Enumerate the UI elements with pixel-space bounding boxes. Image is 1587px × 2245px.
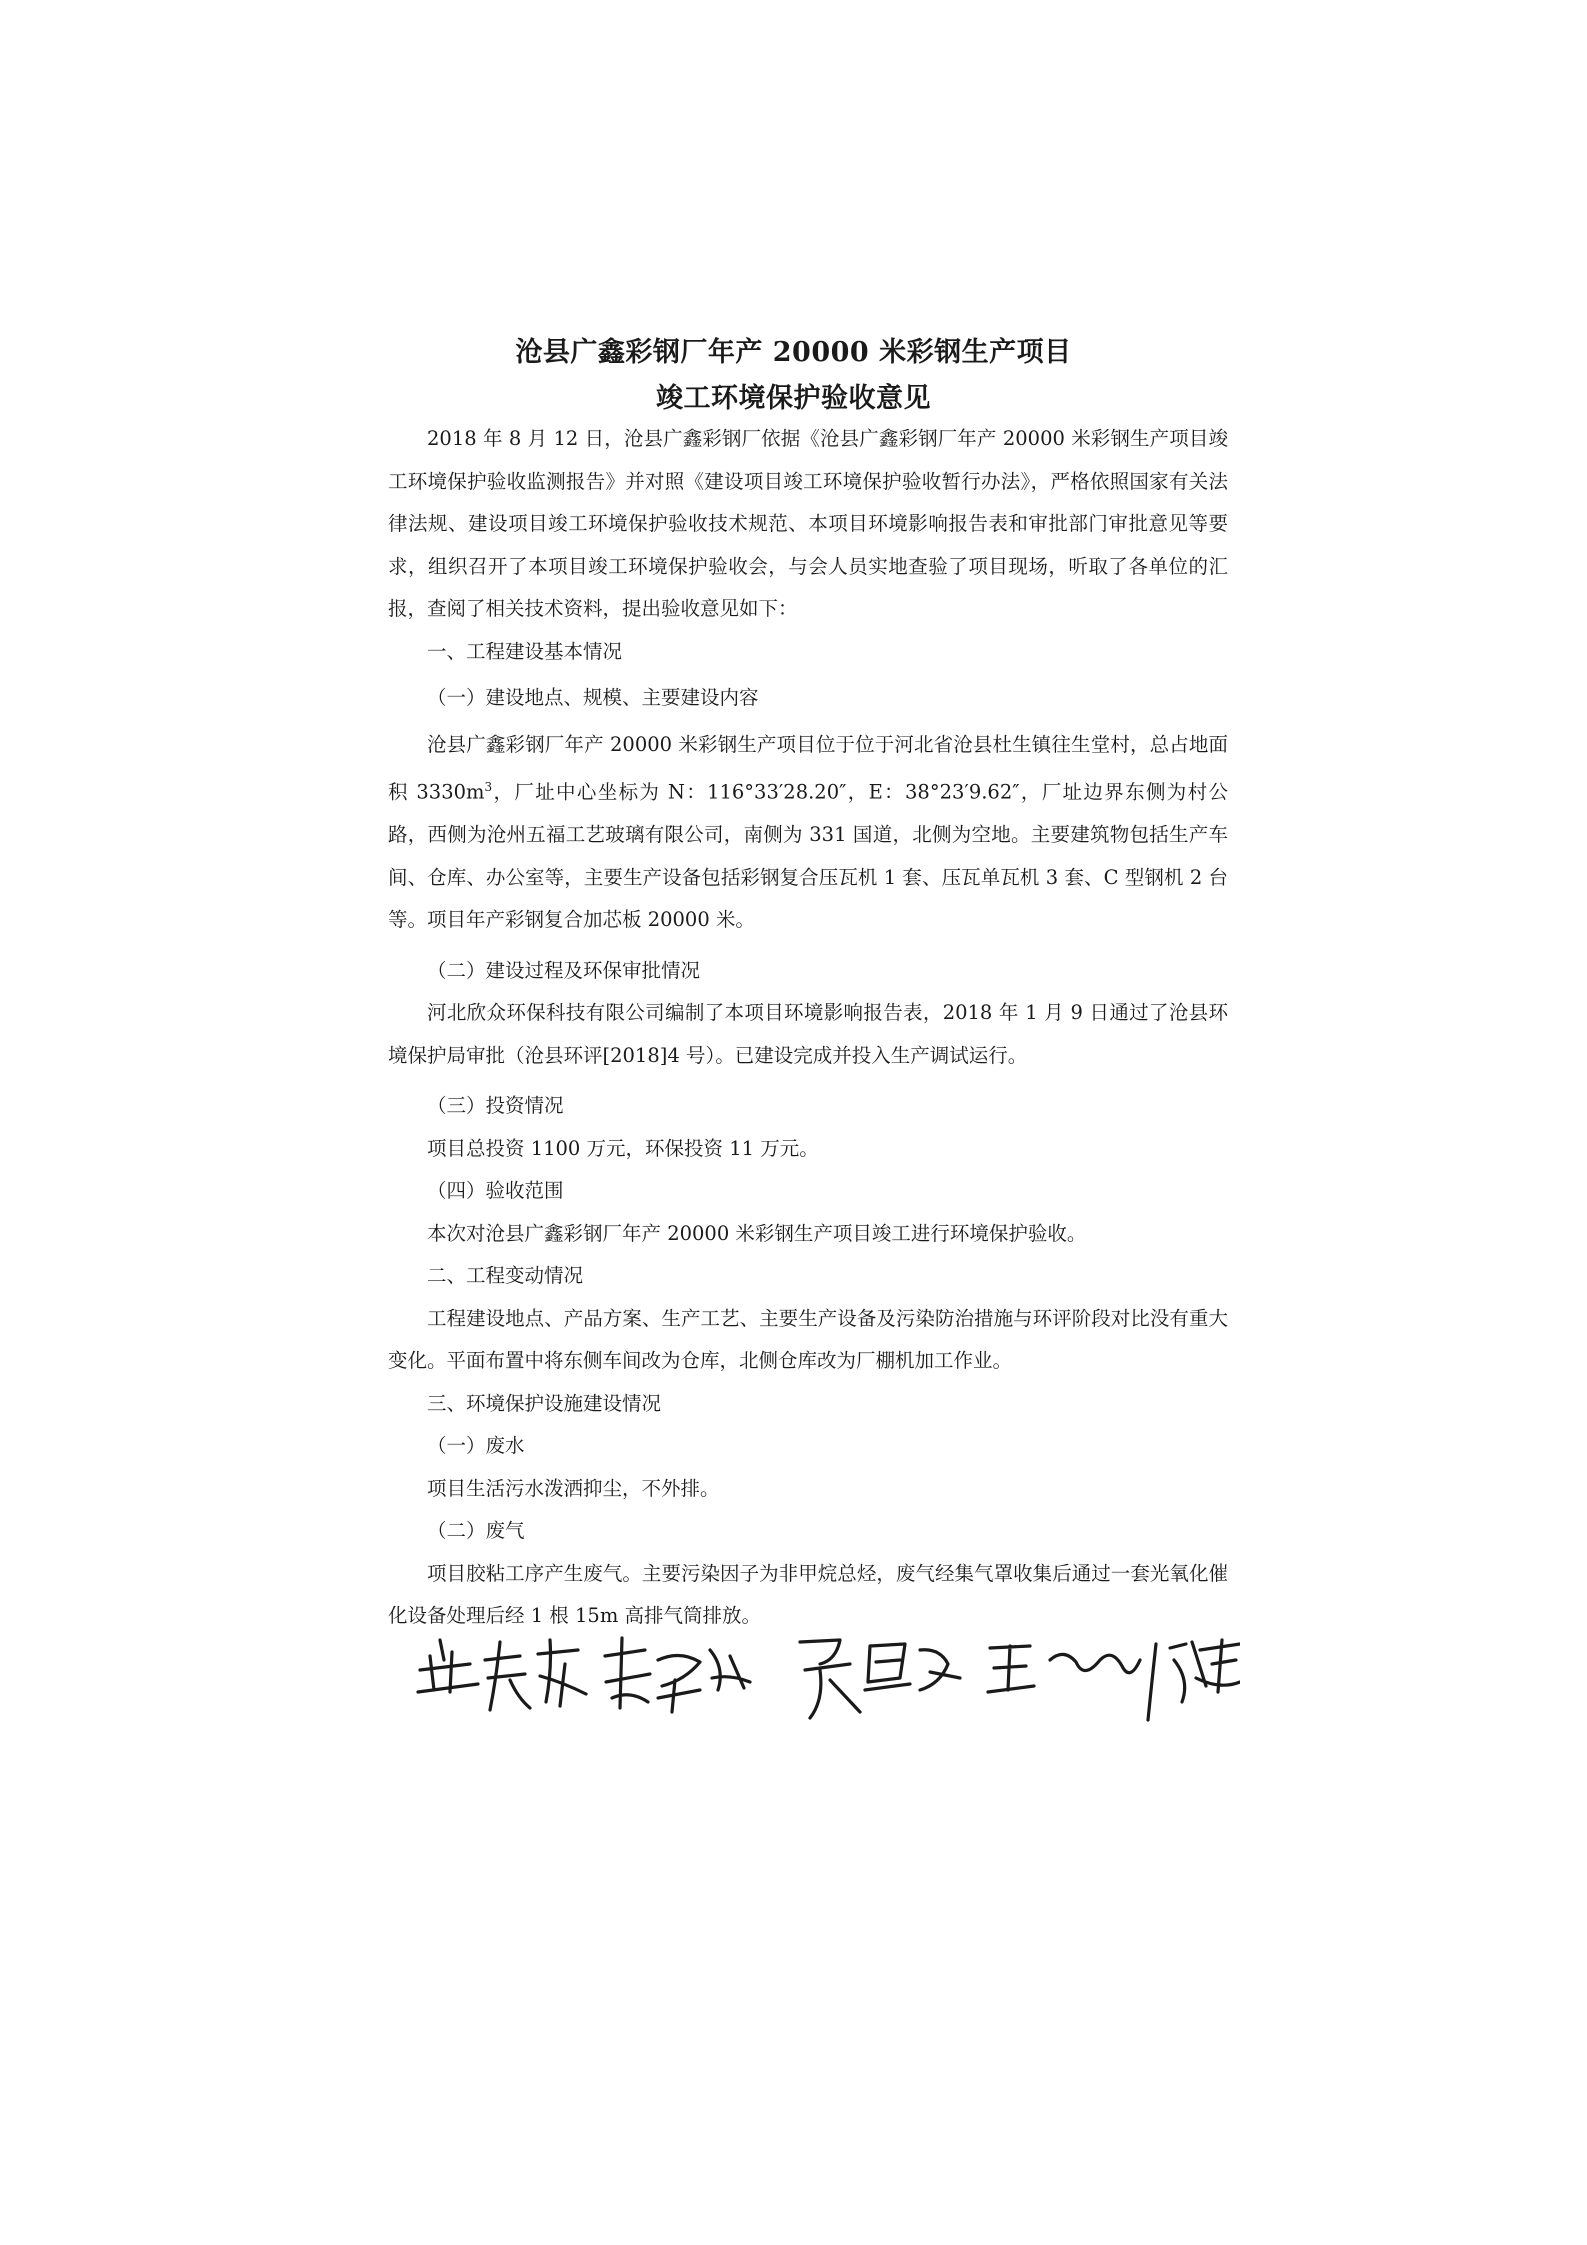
section-1-sub-3-text: 项目总投资 1100 万元，环保投资 11 万元。 xyxy=(427,1136,819,1160)
title-line-1: 沧县广鑫彩钢厂年产 20000 米彩钢生产项目 xyxy=(515,337,1072,368)
section-1-sub-4-text: 本次对沧县广鑫彩钢厂年产 20000 米彩钢生产项目竣工进行环境保护验收。 xyxy=(427,1221,1087,1245)
section-3-sub-2-text: 项目胶粘工序产生废气。主要污染因子为非甲烷总烃，废气经集气罩收集后通过一套光氧化催化设备处理后经 1 根 15m 高排气筒排放。 xyxy=(388,1561,1228,1627)
section-1-heading: 一、工程建设基本情况 xyxy=(427,639,623,663)
section-3-heading: 三、环境保护设施建设情况 xyxy=(427,1391,662,1415)
section-2-text: 工程建设地点、产品方案、生产工艺、主要生产设备及污染防治措施与环评阶段对比没有重大变化。平面布置中将东侧车间改为仓库，北侧仓库改为厂棚机加工作业。 xyxy=(388,1306,1228,1372)
section-3-sub-2-heading: （二）废气 xyxy=(427,1519,525,1542)
document-title xyxy=(0,330,1587,422)
title-line-2: 竣工环境保护验收意见 xyxy=(656,383,931,414)
section-3-sub-1-text: 项目生活污水泼洒抑尘，不外排。 xyxy=(427,1476,720,1500)
signature-2 xyxy=(605,1638,750,1712)
section-1-sub-1-text xyxy=(388,724,1228,942)
signature-1 xyxy=(418,1640,586,1710)
section-1-sub-2-text: 河北欣众环保科技有限公司编制了本项目环境影响报告表，2018 年 1 月 9 日通过了沧县环境保护局审批（沧县环评[2018]4 号）。已建设完成并投入生产调试运行。 xyxy=(388,1001,1228,1067)
superscript-3: 3 xyxy=(484,780,493,794)
s1-text-part-b: ，厂址中心坐标为 N：116°33′28.20″，E：38°23′9.62″，厂址边界东侧为村公路，西侧为沧州五福工艺玻璃有限公司，南侧为 331 国道，北侧为空地。主要建筑物包括生产车间、仓库、办公室等，主要生产设备包括彩钢复合压瓦机 1 套、压瓦单瓦机 3 套、C 型钢机 2 台等。项目年产彩钢复合加芯板 20000 米。 xyxy=(388,780,1228,931)
intro-paragraph: 2018 年 8 月 12 日，沧县广鑫彩钢厂依据《沧县广鑫彩钢厂年产 20000 米彩钢生产项目竣工环境保护验收监测报告》并对照《建设项目竣工环境保护验收暂行办法》，严格依照国家有关法律法规、建设项目竣工环境保护验收技术规范、本项目环境影响报告表和审批部门审批意见等要求，组织召开了本项目竣工环境保护验收会，与会人员实地查验了项目现场，听取了各单位的汇报，查阅了相关技术资料，提出验收意见如下： xyxy=(388,427,1228,620)
section-1-sub-2-heading: （二）建设过程及环保审批情况 xyxy=(427,958,701,982)
signature-5 xyxy=(1170,1640,1240,1702)
s1-text-part-a: 沧县广鑫彩钢厂年产 20000 米彩钢生产项目位于位于河北省沧县杜生镇往生堂村，总占地面积 3330m xyxy=(388,732,1228,804)
handwritten-signatures xyxy=(400,1620,1240,1730)
section-1-sub-4-heading: （四）验收范围 xyxy=(427,1179,564,1202)
signature-3 xyxy=(800,1640,960,1718)
section-1-sub-1-heading: （一）建设地点、规模、主要建设内容 xyxy=(427,686,759,709)
section-3-sub-1-heading: （一）废水 xyxy=(427,1434,525,1457)
signature-4 xyxy=(988,1644,1156,1720)
document-body xyxy=(388,418,1228,1638)
section-1-sub-3-heading: （三）投资情况 xyxy=(427,1094,564,1117)
signatures-svg xyxy=(400,1620,1240,1730)
section-2-heading: 二、工程变动情况 xyxy=(427,1264,584,1287)
